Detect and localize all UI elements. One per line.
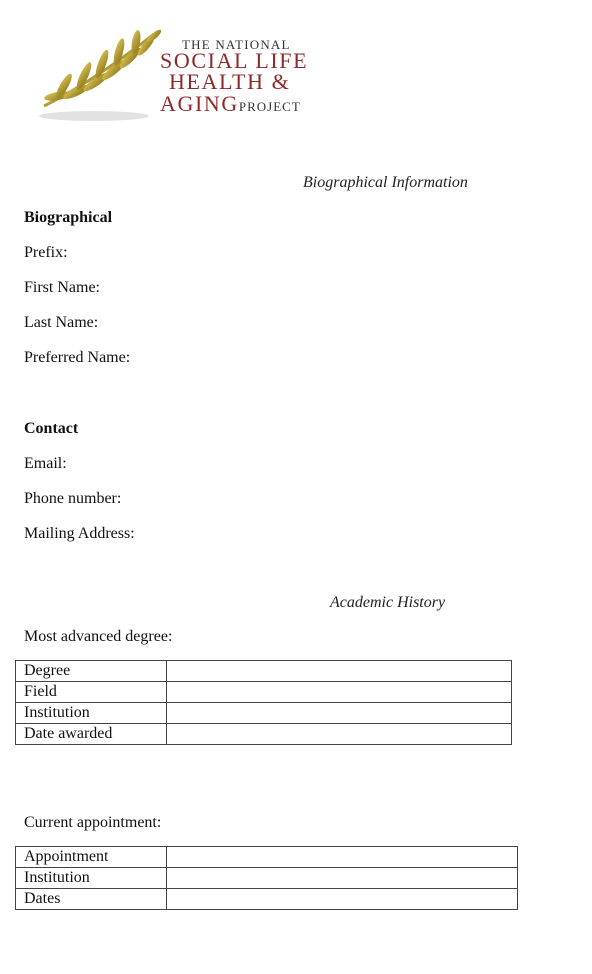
most-advanced-degree-label: Most advanced degree:	[24, 628, 173, 645]
logo-line-health: HEALTH &	[169, 69, 291, 94]
degree-table	[15, 660, 512, 745]
biographical-information-heading: Biographical Information	[303, 174, 468, 191]
appointment-value-cell[interactable]	[167, 847, 518, 868]
logo-line-the-national: THE NATIONAL	[182, 37, 291, 52]
institution-row-label: Institution	[16, 703, 167, 724]
table-row	[16, 847, 518, 868]
appointment-table	[15, 846, 518, 910]
table-row	[16, 868, 518, 889]
table-row	[16, 661, 512, 682]
phone-number-label: Phone number:	[24, 490, 122, 507]
olive-branch-icon	[34, 26, 174, 126]
appointment-institution-row-label: Institution	[16, 868, 167, 889]
first-name-label: First Name:	[24, 279, 100, 296]
logo-line-social-life: SOCIAL LIFE	[160, 48, 309, 73]
field-row-label: Field	[16, 682, 167, 703]
logo-line-aging	[160, 93, 301, 118]
academic-history-heading: Academic History	[330, 594, 446, 611]
email-label: Email:	[24, 455, 67, 472]
table-row	[16, 703, 512, 724]
contact-section-title: Contact	[24, 420, 79, 437]
biographical-section-title: Biographical	[24, 209, 113, 226]
dates-row-label: Dates	[16, 889, 167, 910]
dates-value-cell[interactable]	[167, 889, 518, 910]
logo-project-text: PROJECT	[238, 99, 301, 114]
date-awarded-value-cell[interactable]	[167, 724, 512, 745]
institution-value-cell[interactable]	[167, 703, 512, 724]
table-row	[16, 682, 512, 703]
date-awarded-row-label: Date awarded	[16, 724, 167, 745]
degree-row-label: Degree	[16, 661, 167, 682]
appointment-row-label: Appointment	[16, 847, 167, 868]
current-appointment-label: Current appointment:	[24, 814, 162, 831]
degree-value-cell[interactable]	[167, 661, 512, 682]
preferred-name-label: Preferred Name:	[24, 349, 131, 366]
last-name-label: Last Name:	[24, 314, 99, 331]
appointment-institution-value-cell[interactable]	[167, 868, 518, 889]
table-row	[16, 889, 518, 910]
field-value-cell[interactable]	[167, 682, 512, 703]
table-row	[16, 724, 512, 745]
logo-aging-text: AGING	[160, 91, 239, 116]
prefix-label: Prefix:	[24, 244, 68, 261]
mailing-address-label: Mailing Address:	[24, 525, 135, 542]
